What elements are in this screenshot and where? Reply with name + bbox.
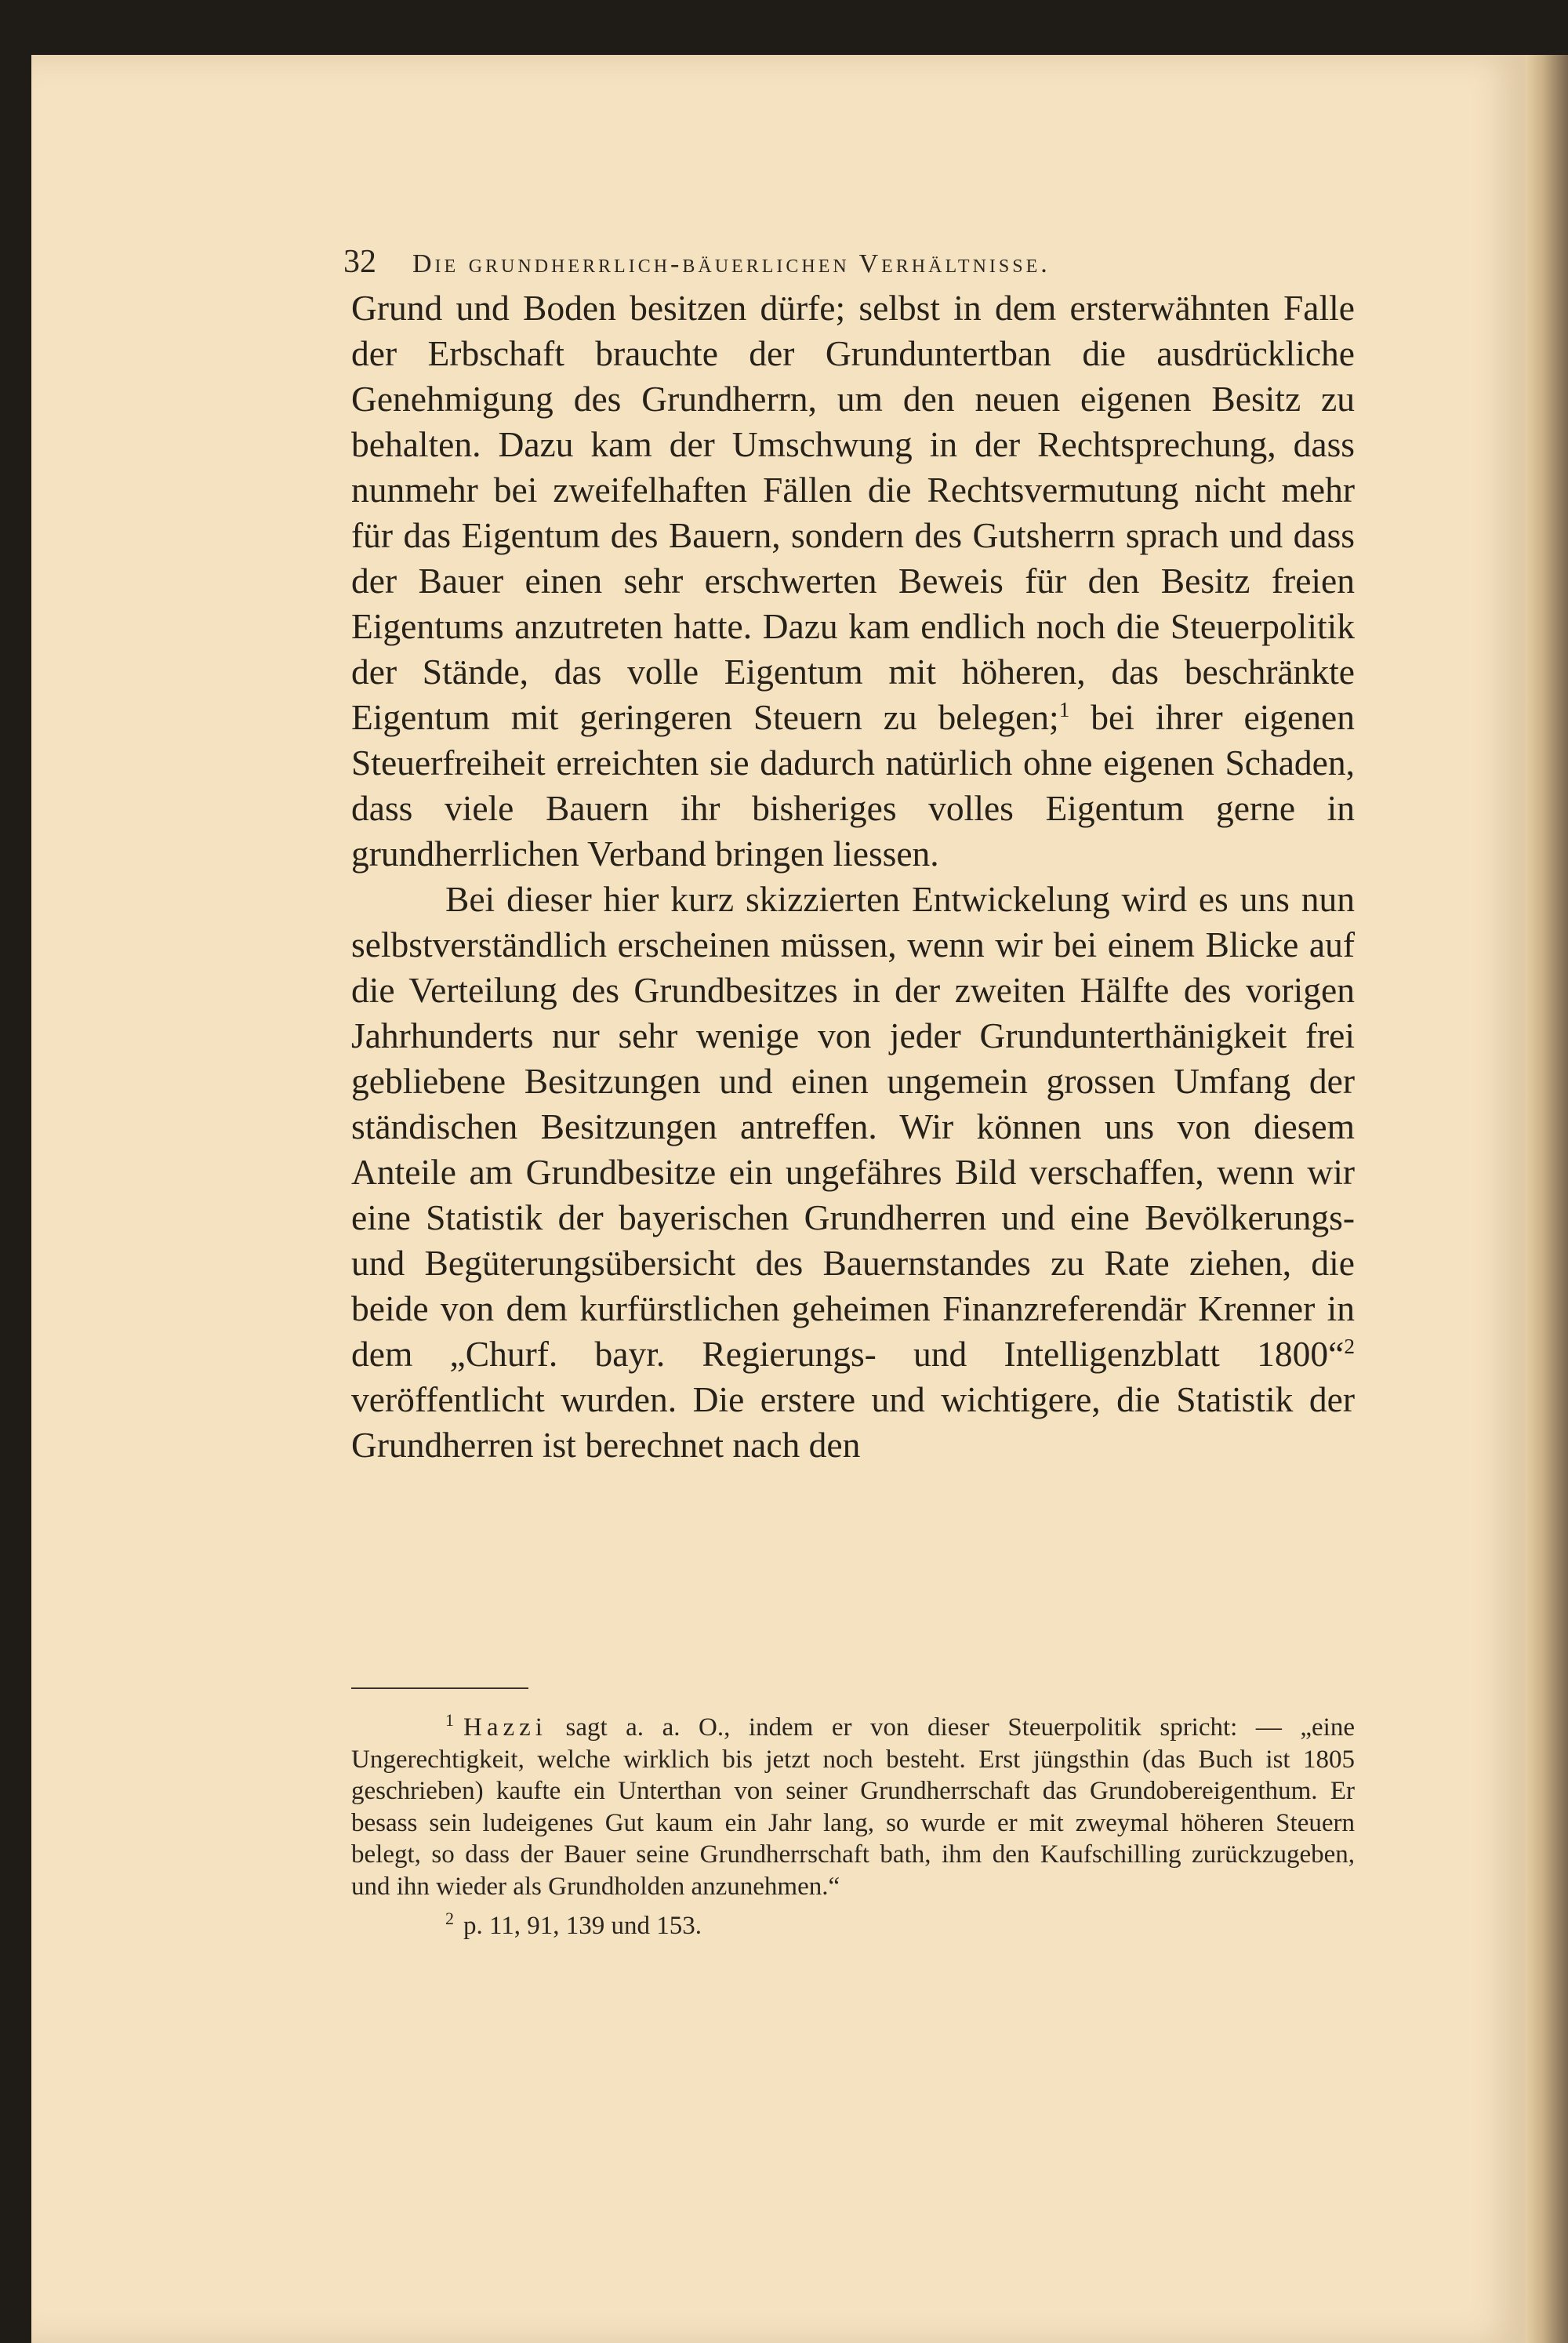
page-edge bbox=[1526, 55, 1568, 2343]
footnote-ref-1: 1 bbox=[1058, 697, 1070, 721]
running-head bbox=[343, 243, 1355, 281]
footnote-1-author: Hazzi bbox=[463, 1713, 547, 1742]
page-number: 32 bbox=[343, 244, 376, 280]
footnote-ref-2: 2 bbox=[1344, 1334, 1355, 1358]
footnote-divider bbox=[351, 1687, 528, 1689]
paragraph-1: Grund und Boden besitzen dürfe; selbst in dem ersterwähnten Falle der Erbschaft brauchte der Grunduntertban die ausdrückliche Genehmigung des Grundherrn, um den neuen eigenen Besitz zu behalten. Dazu kam der Umschwung in der Rechtsprechung, dass nunmehr bei zweifelhaften Fällen die Rechtsvermutung nicht mehr für das Eigentum des Bauern, sondern des Gutsherrn sprach und dass der Bauer einen sehr erschwerten Beweis für den Besitz freien Eigentums anzutreten hatte. Dazu kam endlich noch die Steuerpolitik der Stände, das volle Eigentum mit höheren, das beschränkte Eigentum mit geringeren Steuern zu belegen;$^1$ bei ihrer eigenen Steuerfreiheit erreichten sie dadurch natürlich ohne eigenen Schaden, dass viele Bauern ihr bisheriges volles Eigentum gerne in grundherrlichen Verband bringen liessen. bbox=[351, 288, 1356, 874]
footnote-2: $^2$ p. 11, 91, 139 und 153. bbox=[445, 1908, 702, 1940]
footnote-1: $^1$ Hazzi sagt a. a. O., indem er von dieser Steuerpolitik spricht: — „eine Ungerechtigkeit, welche wirklich bis jetzt noch besteht. Erst jüngsthin (das Buch ist 1805 geschrieben) kaufte ein Unterthan von seiner Grundherrschaft das Grundobereigenthum. Er besass sein ludeigenes Gut kaum ein Jahr lang, so wurde er mit zweymal höheren Steuern belegt, so dass der Bauer seine Grundherrschaft bath, ihm den Kaufschilling zurückzugeben, und ihn wieder als Grundholden anzunehmen.“ bbox=[351, 1710, 1355, 1901]
footnotes bbox=[351, 1705, 1355, 1942]
running-title: Die grundherrlich-bäuerlichen Verhältnisse. bbox=[412, 249, 1051, 278]
main-text bbox=[351, 285, 1355, 1468]
paragraph-2: Bei dieser hier kurz skizzierten Entwickelung wird es uns nun selbstverständlich erscheinen müssen, wenn wir bei einem Blicke auf die Verteilung des Grundbesitzes in der zweiten Hälfte des vorigen Jahrhunderts nur sehr wenige von jeder Grundunterthänigkeit frei gebliebene Besitzungen und einen ungemein grossen Umfang der ständischen Besitzungen antreffen. Wir können uns von diesem Anteile am Grundbesitze ein ungefähres Bild verschaffen, wenn wir eine Statistik der bayerischen Grundherren und eine Bevölkerungs- und Begüterungsübersicht des Bauernstandes zu Rate ziehen, die beide von dem kurfürstlichen geheimen Finanzreferendär Krenner in dem „Churf. bayr. Regierungs- und Intelligenzblatt 1800“$^2$ veröffentlicht wurden. Die erstere und wichtigere, die Statistik der Grundherren ist berechnet nach den bbox=[351, 879, 1355, 1465]
